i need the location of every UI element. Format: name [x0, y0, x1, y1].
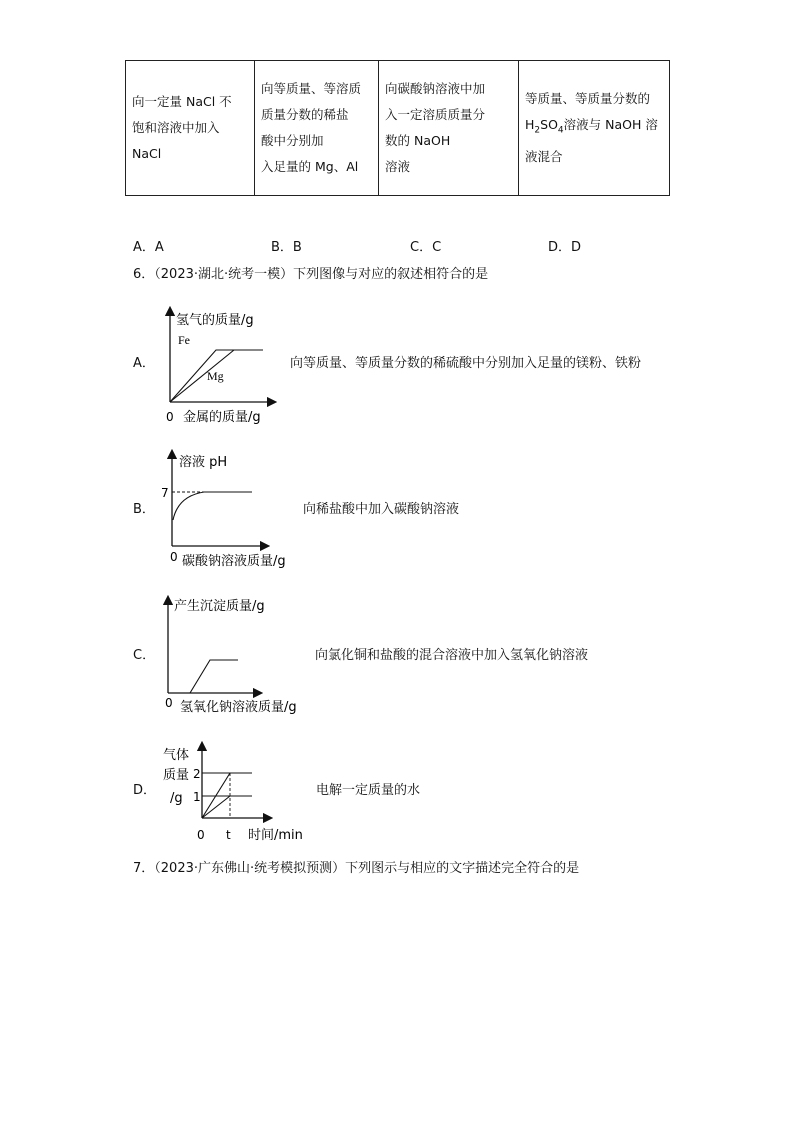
cell-line: 向等质量、等溶质 — [261, 81, 362, 96]
x-axis-label: 碳酸钠溶液质量/g — [182, 554, 286, 569]
x-axis-label: 氢氧化钠溶液质量/g — [180, 700, 297, 715]
q6-option-b-letter[interactable]: B． — [133, 502, 155, 517]
cell-line — [525, 112, 663, 144]
q6-option-a-desc: 向等质量、等质量分数的稀硫酸中分别加入足量的镁粉、铁粉 — [290, 356, 642, 371]
table-cell-c — [379, 61, 519, 196]
q6-option-c-desc: 向氯化铜和盐酸的混合溶液中加入氢氧化钠溶液 — [315, 648, 589, 663]
formula-so: SO — [540, 117, 558, 133]
y-axis-label: 溶液 pH — [179, 455, 228, 470]
cell-line: 质量分数的稀盐 — [261, 107, 349, 122]
origin-label: 0 — [165, 696, 173, 710]
choice-c[interactable]: C．C — [410, 240, 442, 255]
choice-b[interactable]: B．B — [271, 240, 302, 255]
curve-ph — [173, 492, 252, 520]
table-cell-b — [255, 61, 379, 196]
tick-label-7: 7 — [161, 486, 169, 500]
curve-mg — [170, 350, 234, 402]
cell-line: 数的 NaOH — [385, 133, 451, 148]
cell-line-rest: 溶液与 NaOH 溶 — [563, 117, 658, 133]
y-axis-label: 氢气的质量/g — [176, 313, 254, 328]
origin-label: 0 — [166, 410, 174, 424]
origin-label: 0 — [197, 828, 205, 842]
q6-option-d-desc: 电解一定质量的水 — [316, 783, 421, 798]
options-table — [125, 60, 670, 196]
formula-sub: 4 — [557, 125, 564, 136]
curve-precipitate — [190, 660, 238, 693]
choice-a[interactable]: A．A — [133, 240, 164, 255]
x-axis-label: 时间/min — [248, 828, 303, 843]
table-cell-a — [126, 61, 255, 196]
q6-option-c-letter[interactable]: C． — [133, 648, 156, 663]
q6-option-d-letter[interactable]: D． — [133, 783, 157, 798]
curve-o2 — [202, 796, 230, 818]
cell-line: 向一定量 NaCl 不 — [132, 94, 232, 109]
formula-sub: 2 — [534, 125, 541, 136]
origin-label: 0 — [170, 550, 178, 564]
cell-line: 等质量、等质量分数的 — [525, 91, 651, 107]
x-axis-label: 金属的质量/g — [183, 410, 261, 425]
y-axis-label-3: /g — [170, 791, 183, 806]
graph-b — [160, 448, 300, 573]
table-cell-d — [519, 61, 670, 196]
y-axis-label-2: 质量 — [163, 768, 190, 783]
t-label: t — [226, 828, 231, 842]
series-label-mg: Mg — [207, 369, 224, 383]
formula-h: H — [525, 117, 535, 133]
series-label-fe: Fe — [178, 333, 190, 347]
q6-title: 6．（2023·湖北·统考一模）下列图像与对应的叙述相符合的是 — [133, 267, 489, 282]
cell-line: 酸中分别加 — [261, 133, 324, 148]
y-axis-label-1: 气体 — [163, 748, 190, 763]
cell-line: NaCl — [132, 146, 162, 161]
graph-d — [160, 740, 310, 846]
q6-option-a-letter[interactable]: A． — [133, 356, 155, 371]
cell-line: 入一定溶质质量分 — [385, 107, 486, 122]
q6-option-b-desc: 向稀盐酸中加入碳酸钠溶液 — [303, 502, 460, 517]
tick-label-2: 2 — [193, 767, 201, 781]
choice-d[interactable]: D．D — [548, 240, 582, 255]
graph-c — [160, 594, 320, 719]
cell-line: 向碳酸钠溶液中加 — [385, 81, 486, 96]
cell-line: 饱和溶液中加入 — [132, 120, 220, 135]
cell-line: 入足量的 Mg、Al — [261, 159, 359, 174]
cell-line: 液混合 — [525, 148, 563, 164]
tick-label-1: 1 — [193, 790, 201, 804]
cell-line: 溶液 — [385, 159, 411, 174]
y-axis-label: 产生沉淀质量/g — [174, 599, 265, 614]
graph-a — [160, 305, 280, 430]
q7-title: 7．（2023·广东佛山·统考模拟预测）下列图示与相应的文字描述完全符合的是 — [133, 861, 580, 876]
